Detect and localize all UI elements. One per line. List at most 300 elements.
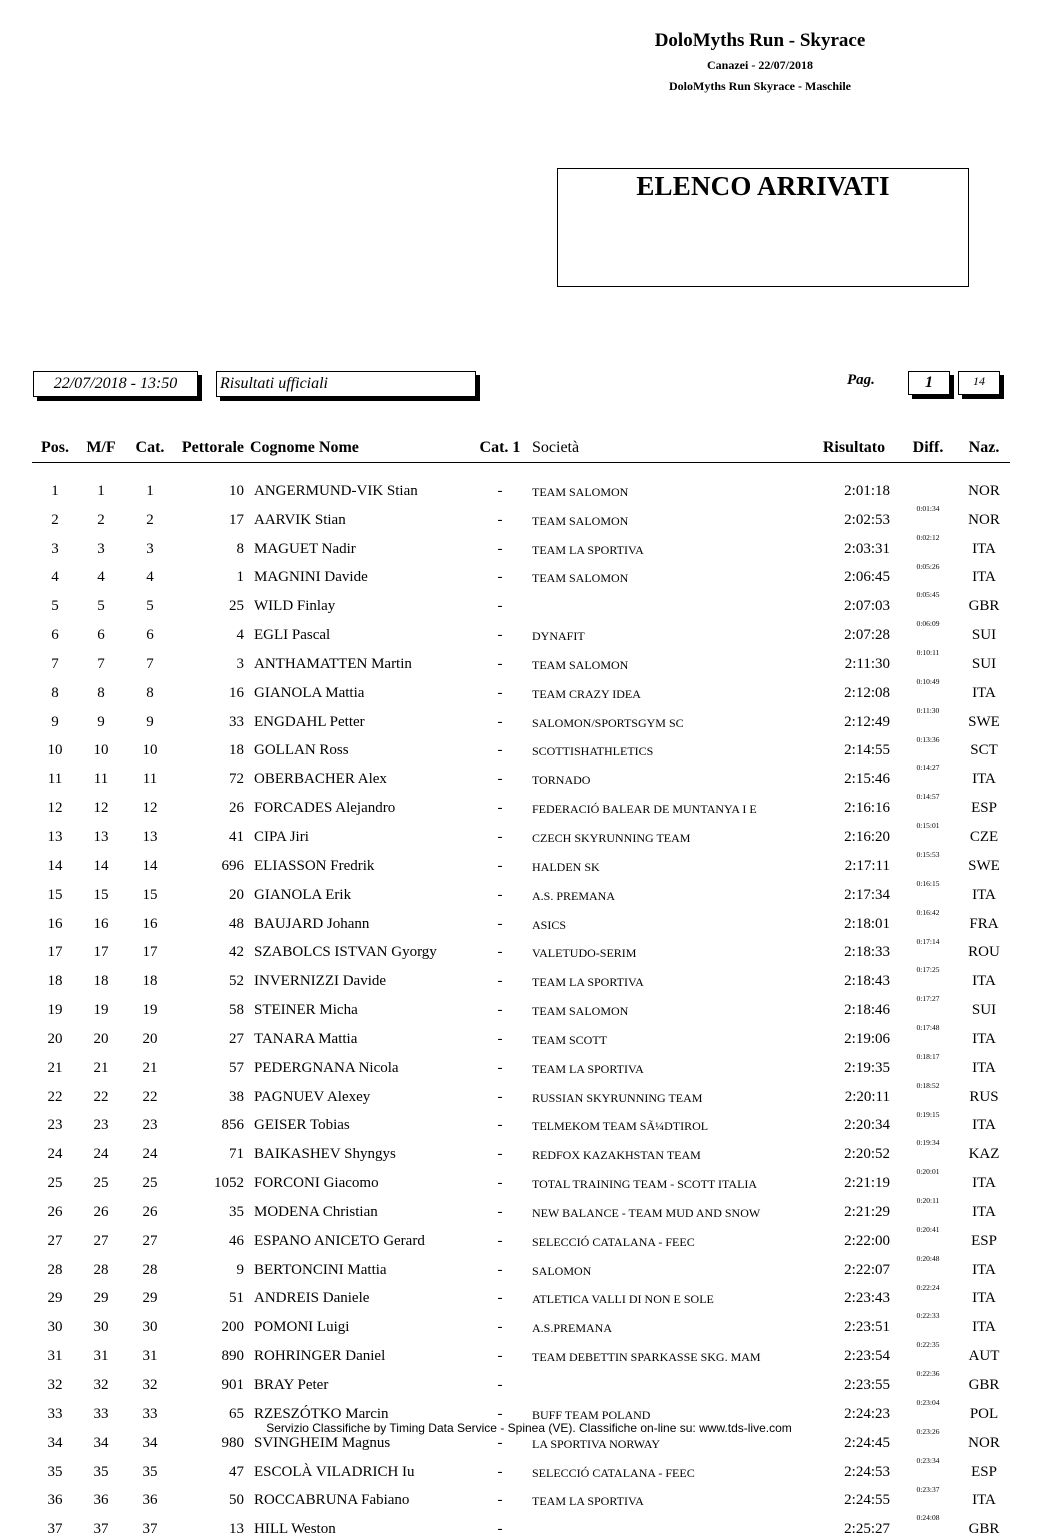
race-name: DoloMyths Run Skyrace - Maschile (669, 79, 851, 93)
cell-nat: ESP (971, 1232, 997, 1249)
cell-cat1: - (497, 828, 503, 845)
cell-cat: 16 (142, 915, 158, 932)
cell-nat: ITA (972, 1117, 996, 1134)
table-row (32, 1250, 1010, 1279)
cell-result: 2:24:53 (844, 1463, 890, 1480)
cell-bib: 18 (229, 742, 244, 759)
cell-bib: 35 (229, 1203, 244, 1220)
cell-result: 2:17:34 (844, 886, 890, 903)
cell-cat1: - (497, 713, 503, 730)
cell-pos: 5 (51, 598, 59, 615)
cell-result: 2:07:28 (844, 627, 890, 644)
cell-result: 2:20:52 (844, 1146, 890, 1163)
cell-nat: GBR (968, 598, 1000, 615)
cell-cat: 18 (142, 973, 158, 990)
event-location-date: Canazei - 22/07/2018 (707, 58, 813, 72)
col-header-club: Società (530, 434, 810, 463)
total-pages: 14 (958, 371, 1000, 395)
cell-bib: 71 (229, 1146, 244, 1163)
cell-bib: 27 (229, 1030, 244, 1047)
cell-pos: 37 (47, 1521, 63, 1538)
cell-cat1: - (497, 1521, 503, 1538)
cell-result: 2:23:54 (844, 1348, 890, 1365)
cell-club: ATLETICA VALLI DI NON E SOLE (532, 1292, 714, 1307)
cell-club (530, 1509, 810, 1538)
table-row (32, 529, 1010, 558)
cell-pos: 15 (47, 886, 63, 903)
cell-diff: 0:13:36 (916, 734, 940, 744)
cell-nat: AUT (968, 1348, 1000, 1365)
cell-bib: 901 (221, 1377, 244, 1393)
cell-cat1: - (497, 655, 503, 672)
cell-mf: 34 (93, 1434, 109, 1451)
cell-cat: 9 (146, 713, 154, 730)
cell-cat1: - (497, 1261, 503, 1278)
cell-nat: GBR (968, 1521, 1000, 1538)
cell-name: HILL Weston (254, 1521, 336, 1538)
cell-pos: 21 (47, 1059, 63, 1076)
cell-nat: ITA (972, 1319, 996, 1336)
cell-bib: 50 (229, 1492, 244, 1509)
cell-club: SELECCIÓ CATALANA - FEEC (532, 1465, 695, 1480)
table-header-row (32, 434, 1010, 463)
cell-mf: 31 (93, 1348, 109, 1365)
cell-pos: 36 (47, 1492, 63, 1509)
cell-club: A.S.PREMANA (532, 1321, 613, 1336)
cell-bib: 58 (229, 1002, 244, 1019)
event-title: DoloMyths Run - Skyrace (654, 30, 866, 51)
cell-pos: 8 (51, 684, 59, 701)
cell-mf: 37 (93, 1521, 109, 1538)
cell-result: 2:19:06 (844, 1030, 890, 1047)
cell-mf: 27 (93, 1232, 109, 1249)
cell-cat: 8 (146, 684, 154, 701)
table-row (32, 615, 1010, 644)
cell-nat: ITA (972, 1261, 996, 1278)
cell-cat: 33 (142, 1405, 158, 1422)
cell-diff: 0:22:36 (916, 1369, 940, 1379)
cell-bib: 46 (229, 1232, 244, 1249)
cell-cat1: - (497, 1405, 503, 1422)
cell-nat: SUI (971, 627, 997, 644)
cell-diff: 0:19:15 (916, 1109, 940, 1119)
cell-pos: 25 (47, 1175, 63, 1192)
cell-diff: 0:15:01 (916, 821, 940, 831)
cell-result: 2:12:08 (844, 684, 890, 701)
cell-result: 2:23:55 (844, 1377, 890, 1393)
col-header-pos: Pos. (32, 434, 78, 463)
cell-cat: 11 (142, 771, 158, 788)
cell-diff: 0:10:49 (916, 676, 940, 686)
table-row (32, 1365, 1010, 1394)
cell-mf: 24 (93, 1146, 109, 1163)
cell-result: 2:18:43 (844, 973, 890, 990)
cell-name: ELIASSON Fredrik (254, 857, 375, 874)
cell-cat1: - (497, 1434, 503, 1451)
cell-mf: 26 (93, 1203, 109, 1220)
cell-name: BRAY Peter (254, 1377, 329, 1393)
cell-pos: 12 (47, 800, 63, 817)
cell-nat: ITA (972, 540, 996, 557)
cell-cat1: - (497, 1232, 503, 1249)
cell-mf: 21 (93, 1059, 109, 1076)
table-row (32, 817, 1010, 846)
cell-bib: 10 (229, 482, 244, 499)
cell-bib: 57 (229, 1059, 244, 1076)
cell-bib: 856 (221, 1117, 244, 1134)
table-row (32, 846, 1010, 875)
table-row (32, 731, 1010, 760)
cell-club: TOTAL TRAINING TEAM - SCOTT ITALIA (532, 1177, 758, 1192)
cell-nat: NOR (968, 482, 1000, 499)
cell-result: 2:03:31 (844, 540, 890, 557)
cell-bib: 65 (229, 1405, 244, 1422)
cell-club: CZECH SKYRUNNING TEAM (532, 830, 691, 845)
cell-result: 2:19:35 (844, 1059, 890, 1076)
cell-mf: 15 (93, 886, 109, 903)
cell-name: GIANOLA Erik (254, 886, 352, 903)
table-row (32, 933, 1010, 962)
cell-diff: 0:20:11 (916, 1196, 940, 1206)
table-row (32, 1452, 1010, 1481)
cell-mf: 32 (93, 1377, 109, 1393)
cell-result: 2:06:45 (844, 569, 890, 586)
cell-pos: 27 (47, 1232, 63, 1249)
cell-club: TEAM CRAZY IDEA (532, 686, 641, 701)
cell-cat1: - (497, 627, 503, 644)
cell-club: FEDERACIÓ BALEAR DE MUNTANYA I E (532, 802, 757, 817)
cell-mf: 33 (93, 1405, 109, 1422)
cell-cat: 13 (142, 828, 158, 845)
cell-bib: 51 (229, 1290, 244, 1307)
cell-club: SELECCIÓ CATALANA - FEEC (532, 1234, 695, 1249)
cell-cat1: - (497, 742, 503, 759)
cell-cat: 15 (142, 886, 158, 903)
cell-diff (898, 463, 958, 500)
cell-mf: 20 (93, 1030, 109, 1047)
cell-bib: 1 (236, 569, 244, 586)
cell-nat: ROU (968, 944, 1000, 961)
cell-diff: 0:18:52 (916, 1080, 940, 1090)
cell-nat: ITA (972, 886, 996, 903)
cell-nat: GBR (968, 1377, 1000, 1393)
cell-nat: ITA (972, 1290, 996, 1307)
table-row (32, 1509, 1010, 1538)
cell-diff: 0:20:01 (916, 1167, 940, 1177)
cell-bib: 980 (221, 1434, 244, 1451)
table-row (32, 990, 1010, 1019)
table-row (32, 1192, 1010, 1221)
cell-diff: 0:05:26 (916, 561, 940, 571)
cell-pos: 35 (47, 1463, 63, 1480)
cell-cat1: - (497, 1203, 503, 1220)
cell-club: TEAM SALOMON (532, 1004, 629, 1019)
cell-bib: 38 (229, 1088, 244, 1105)
cell-diff: 0:20:41 (916, 1224, 940, 1234)
cell-cat: 26 (142, 1203, 158, 1220)
cell-mf: 11 (93, 771, 109, 788)
cell-nat: ITA (972, 1030, 996, 1047)
cell-club: SALOMON (532, 1263, 592, 1278)
table-row (32, 1077, 1010, 1106)
cell-pos: 29 (47, 1290, 63, 1307)
cell-name: MAGNINI Davide (254, 569, 368, 586)
cell-bib: 42 (229, 944, 244, 961)
cell-club: SALOMON/SPORTSGYM SC (532, 715, 684, 730)
cell-nat: ESP (971, 1463, 997, 1480)
cell-cat1: - (497, 1117, 503, 1134)
col-header-nat: Naz. (958, 434, 1010, 463)
cell-diff: 0:19:34 (916, 1138, 940, 1148)
cell-bib: 890 (221, 1348, 244, 1365)
cell-pos: 26 (47, 1203, 63, 1220)
cell-result: 2:24:55 (844, 1492, 890, 1509)
col-header-cat: Cat. (124, 434, 176, 463)
cell-diff: 0:23:37 (916, 1484, 940, 1494)
cell-name: ESCOLÀ VILADRICH Iu (254, 1463, 415, 1480)
cell-result: 2:17:11 (844, 857, 890, 874)
cell-cat1: - (497, 1290, 503, 1307)
cell-cat: 10 (142, 742, 158, 759)
cell-name: ESPANO ANICETO Gerard (254, 1232, 425, 1249)
cell-club: NEW BALANCE - TEAM MUD AND SNOW (532, 1205, 761, 1220)
cell-diff: 0:17:25 (916, 965, 940, 975)
cell-mf: 17 (93, 944, 109, 961)
list-title: ELENCO ARRIVATI (636, 171, 890, 201)
cell-bib: 4 (236, 627, 244, 644)
cell-name: GIANOLA Mattia (254, 684, 365, 701)
cell-nat: ITA (972, 973, 996, 990)
cell-bib: 26 (229, 800, 244, 817)
cell-name: MAGUET Nadir (254, 540, 356, 557)
results-status: Risultati ufficiali (216, 371, 476, 397)
cell-name: CIPA Jiri (254, 828, 309, 845)
cell-name: RZESZÓTKO Marcin (254, 1405, 389, 1422)
footer-credits: Servizio Classifiche by Timing Data Service - Spinea (VE). Classifiche on-line su: www.tds-live.com (266, 1421, 792, 1435)
cell-bib: 41 (229, 828, 244, 845)
cell-bib: 3 (236, 655, 244, 672)
cell-mf: 10 (93, 742, 109, 759)
cell-mf: 1 (97, 482, 105, 499)
table-row (32, 673, 1010, 702)
cell-name: EGLI Pascal (254, 627, 331, 644)
cell-diff: 0:16:15 (916, 878, 940, 888)
table-row (32, 1048, 1010, 1077)
table-row (32, 904, 1010, 933)
cell-nat: ITA (972, 1492, 996, 1509)
list-title-box (557, 168, 969, 287)
cell-name: BAIKASHEV Shyngys (254, 1146, 396, 1163)
cell-cat1: - (497, 771, 503, 788)
cell-pos: 1 (51, 482, 59, 499)
cell-pos: 16 (47, 915, 63, 932)
cell-nat: SUI (971, 655, 997, 672)
cell-pos: 32 (47, 1377, 63, 1393)
cell-nat: SUI (971, 1002, 997, 1019)
cell-cat: 28 (142, 1261, 158, 1278)
cell-pos: 7 (51, 655, 59, 672)
cell-club: HALDEN SK (532, 859, 600, 874)
cell-diff: 0:22:24 (916, 1282, 940, 1292)
cell-cat1: - (497, 569, 503, 586)
cell-name: FORCONI Giacomo (254, 1175, 379, 1192)
cell-pos: 17 (47, 944, 63, 961)
cell-cat1: - (497, 1348, 503, 1365)
cell-pos: 18 (47, 973, 63, 990)
cell-bib: 17 (229, 511, 244, 528)
cell-pos: 10 (47, 742, 63, 759)
cell-result: 2:18:46 (844, 1002, 890, 1019)
cell-club: DYNAFIT (532, 629, 585, 644)
cell-mf: 30 (93, 1319, 109, 1336)
cell-diff: 0:22:33 (916, 1311, 940, 1321)
table-row (32, 463, 1010, 500)
cell-cat: 35 (142, 1463, 158, 1480)
cell-pos: 6 (51, 627, 59, 644)
cell-name: FORCADES Alejandro (254, 800, 396, 817)
cell-name: ANGERMUND-VIK Stian (254, 482, 418, 499)
cell-pos: 14 (47, 857, 63, 874)
cell-cat1: - (497, 482, 503, 499)
cell-mf: 6 (97, 627, 105, 644)
cell-diff: 0:17:48 (916, 1023, 940, 1033)
cell-result: 2:18:01 (844, 915, 890, 932)
cell-cat1: - (497, 1030, 503, 1047)
cell-diff: 0:15:53 (916, 849, 940, 859)
cell-nat: NOR (968, 511, 1000, 528)
cell-mf: 28 (93, 1261, 109, 1278)
cell-mf: 2 (97, 511, 105, 528)
cell-club (530, 586, 810, 615)
cell-mf: 8 (97, 684, 105, 701)
cell-diff: 0:01:34 (916, 503, 940, 513)
cell-name: SVINGHEIM Magnus (254, 1434, 391, 1451)
cell-cat: 4 (146, 569, 154, 586)
results-table (32, 434, 1010, 1538)
cell-pos: 30 (47, 1319, 63, 1336)
cell-club: TEAM SALOMON (532, 484, 629, 499)
cell-nat: POL (969, 1405, 999, 1422)
cell-cat1: - (497, 1088, 503, 1105)
table-row (32, 1481, 1010, 1510)
cell-club: TEAM SALOMON (532, 571, 629, 586)
cell-cat1: - (497, 973, 503, 990)
cell-pos: 3 (51, 540, 59, 557)
table-row (32, 702, 1010, 731)
col-header-mf: M/F (78, 434, 124, 463)
cell-mf: 29 (93, 1290, 109, 1307)
cell-cat1: - (497, 684, 503, 701)
cell-cat: 37 (142, 1521, 158, 1538)
table-row (32, 644, 1010, 673)
cell-result: 2:24:23 (844, 1405, 890, 1422)
cell-nat: KAZ (968, 1146, 1000, 1163)
cell-club: TEAM LA SPORTIVA (532, 542, 644, 557)
cell-mf: 23 (93, 1117, 109, 1134)
cell-pos: 9 (51, 713, 59, 730)
cell-nat: SWE (968, 857, 1000, 874)
cell-diff: 0:02:12 (916, 532, 940, 542)
cell-pos: 22 (47, 1088, 63, 1105)
cell-cat1: - (497, 1492, 503, 1509)
cell-cat: 21 (142, 1059, 158, 1076)
cell-diff: 0:16:42 (916, 907, 940, 917)
cell-name: GOLLAN Ross (254, 742, 349, 759)
cell-club (530, 1365, 810, 1394)
cell-club: TEAM SCOTT (532, 1032, 607, 1047)
cell-result: 2:07:03 (844, 598, 890, 615)
cell-nat: SWE (968, 713, 1000, 730)
cell-cat: 36 (142, 1492, 158, 1509)
cell-diff: 0:23:26 (916, 1426, 940, 1436)
cell-name: ANDREIS Daniele (254, 1290, 370, 1307)
cell-pos: 13 (47, 828, 63, 845)
cell-pos: 23 (47, 1117, 63, 1134)
col-header-bib: Pettorale (176, 434, 250, 463)
cell-bib: 200 (221, 1319, 244, 1336)
cell-club: TEAM DEBETTIN SPARKASSE SKG. MAM (532, 1350, 761, 1365)
cell-pos: 20 (47, 1030, 63, 1047)
col-header-diff: Diff. (898, 434, 958, 463)
cell-diff: 0:20:48 (916, 1253, 940, 1263)
page-number: 1 (908, 371, 950, 395)
cell-diff: 0:10:11 (916, 648, 940, 658)
cell-pos: 4 (51, 569, 59, 586)
cell-mf: 3 (97, 540, 105, 557)
cell-nat: ITA (972, 771, 996, 788)
cell-club: TEAM LA SPORTIVA (532, 1494, 644, 1509)
table-row (32, 759, 1010, 788)
cell-name: SZABOLCS ISTVAN Gyorgy (254, 944, 437, 961)
cell-diff: 0:18:17 (916, 1051, 940, 1061)
cell-cat: 2 (146, 511, 154, 528)
table-row (32, 1394, 1010, 1423)
table-row (32, 558, 1010, 587)
cell-cat1: - (497, 944, 503, 961)
cell-result: 2:02:53 (844, 511, 890, 528)
cell-diff: 0:17:27 (916, 994, 940, 1004)
cell-bib: 33 (229, 713, 244, 730)
cell-name: AARVIK Stian (254, 511, 346, 528)
cell-bib: 20 (229, 886, 244, 903)
cell-nat: SCT (970, 742, 998, 759)
cell-result: 2:15:46 (844, 771, 890, 788)
cell-nat: NOR (968, 1434, 1000, 1451)
cell-diff: 0:24:08 (916, 1513, 940, 1523)
cell-cat: 19 (142, 1002, 158, 1019)
cell-bib: 1052 (214, 1175, 244, 1192)
table-row (32, 1019, 1010, 1048)
cell-pos: 28 (47, 1261, 63, 1278)
cell-mf: 13 (93, 828, 109, 845)
cell-result: 2:20:34 (844, 1117, 890, 1134)
cell-cat: 6 (146, 627, 154, 644)
cell-pos: 11 (47, 771, 63, 788)
cell-diff: 0:14:27 (916, 763, 940, 773)
table-row (32, 500, 1010, 529)
cell-cat: 29 (142, 1290, 158, 1307)
table-row (32, 875, 1010, 904)
cell-nat: ITA (972, 684, 996, 701)
cell-nat: CZE (969, 828, 999, 845)
cell-cat: 25 (142, 1175, 158, 1192)
cell-bib: 48 (229, 915, 244, 932)
cell-cat1: - (497, 1002, 503, 1019)
cell-mf: 16 (93, 915, 109, 932)
cell-name: INVERNIZZI Davide (254, 973, 387, 990)
cell-name: BERTONCINI Mattia (254, 1261, 387, 1278)
cell-club: TEAM SALOMON (532, 657, 629, 672)
